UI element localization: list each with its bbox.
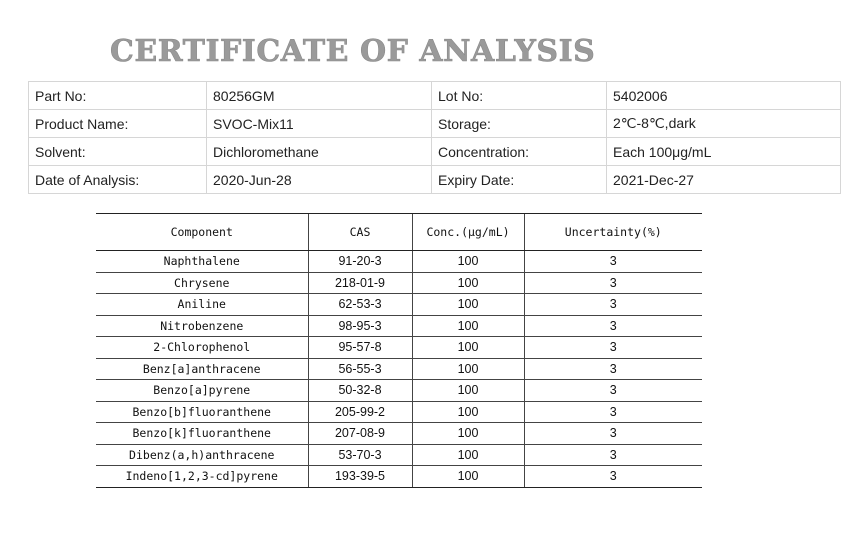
info-label: Part No:	[29, 82, 207, 110]
component-conc: 100	[412, 251, 524, 273]
info-label: Product Name:	[29, 110, 207, 138]
component-name: Indeno[1,2,3-cd]pyrene	[96, 466, 308, 488]
column-header-conc: Conc.(μg/mL)	[412, 214, 524, 251]
component-cas: 53-70-3	[308, 444, 412, 466]
column-header-component: Component	[96, 214, 308, 251]
table-row	[96, 380, 702, 402]
component-uncertainty: 3	[524, 272, 702, 294]
component-uncertainty: 3	[524, 401, 702, 423]
component-conc: 100	[412, 380, 524, 402]
info-value: Each 100μg/mL	[607, 138, 841, 166]
component-uncertainty: 3	[524, 315, 702, 337]
info-row	[29, 166, 841, 194]
component-uncertainty: 3	[524, 251, 702, 273]
component-name: Naphthalene	[96, 251, 308, 273]
component-name: Dibenz(a,h)anthracene	[96, 444, 308, 466]
component-conc: 100	[412, 423, 524, 445]
column-header-uncertainty: Uncertainty(%)	[524, 214, 702, 251]
info-value: SVOC-Mix11	[207, 110, 432, 138]
component-uncertainty: 3	[524, 337, 702, 359]
components-table	[96, 213, 702, 488]
info-label: Expiry Date:	[432, 166, 607, 194]
component-cas: 193-39-5	[308, 466, 412, 488]
table-row	[96, 401, 702, 423]
component-conc: 100	[412, 444, 524, 466]
component-cas: 95-57-8	[308, 337, 412, 359]
component-name: Benzo[b]fluoranthene	[96, 401, 308, 423]
component-cas: 56-55-3	[308, 358, 412, 380]
info-value: 2020-Jun-28	[207, 166, 432, 194]
component-conc: 100	[412, 401, 524, 423]
component-name: Benzo[a]pyrene	[96, 380, 308, 402]
component-conc: 100	[412, 337, 524, 359]
table-header-row	[96, 214, 702, 251]
info-row	[29, 82, 841, 110]
component-cas: 218-01-9	[308, 272, 412, 294]
component-uncertainty: 3	[524, 466, 702, 488]
table-row	[96, 272, 702, 294]
table-row	[96, 294, 702, 316]
component-conc: 100	[412, 294, 524, 316]
table-row	[96, 466, 702, 488]
component-uncertainty: 3	[524, 423, 702, 445]
table-row	[96, 337, 702, 359]
component-conc: 100	[412, 466, 524, 488]
info-label: Concentration:	[432, 138, 607, 166]
info-value: 2021-Dec-27	[607, 166, 841, 194]
info-value: Dichloromethane	[207, 138, 432, 166]
info-label: Lot No:	[432, 82, 607, 110]
component-conc: 100	[412, 358, 524, 380]
component-name: Benzo[k]fluoranthene	[96, 423, 308, 445]
component-cas: 207-08-9	[308, 423, 412, 445]
component-cas: 62-53-3	[308, 294, 412, 316]
table-row	[96, 358, 702, 380]
table-row	[96, 251, 702, 273]
component-name: 2-Chlorophenol	[96, 337, 308, 359]
info-row	[29, 138, 841, 166]
table-row	[96, 423, 702, 445]
info-value: 5402006	[607, 82, 841, 110]
info-row	[29, 110, 841, 138]
component-cas: 91-20-3	[308, 251, 412, 273]
component-name: Benz[a]anthracene	[96, 358, 308, 380]
component-name: Chrysene	[96, 272, 308, 294]
table-row	[96, 444, 702, 466]
info-value: 80256GM	[207, 82, 432, 110]
info-label: Date of Analysis:	[29, 166, 207, 194]
component-uncertainty: 3	[524, 380, 702, 402]
info-value: 2℃-8℃,dark	[607, 110, 841, 138]
component-conc: 100	[412, 272, 524, 294]
component-uncertainty: 3	[524, 358, 702, 380]
page-title: CERTIFICATE OF ANALYSIS	[110, 34, 596, 69]
info-label: Solvent:	[29, 138, 207, 166]
product-info-table	[28, 81, 841, 194]
component-cas: 98-95-3	[308, 315, 412, 337]
component-cas: 50-32-8	[308, 380, 412, 402]
info-label: Storage:	[432, 110, 607, 138]
component-uncertainty: 3	[524, 294, 702, 316]
component-uncertainty: 3	[524, 444, 702, 466]
component-cas: 205-99-2	[308, 401, 412, 423]
component-name: Aniline	[96, 294, 308, 316]
component-conc: 100	[412, 315, 524, 337]
table-row	[96, 315, 702, 337]
component-name: Nitrobenzene	[96, 315, 308, 337]
column-header-cas: CAS	[308, 214, 412, 251]
